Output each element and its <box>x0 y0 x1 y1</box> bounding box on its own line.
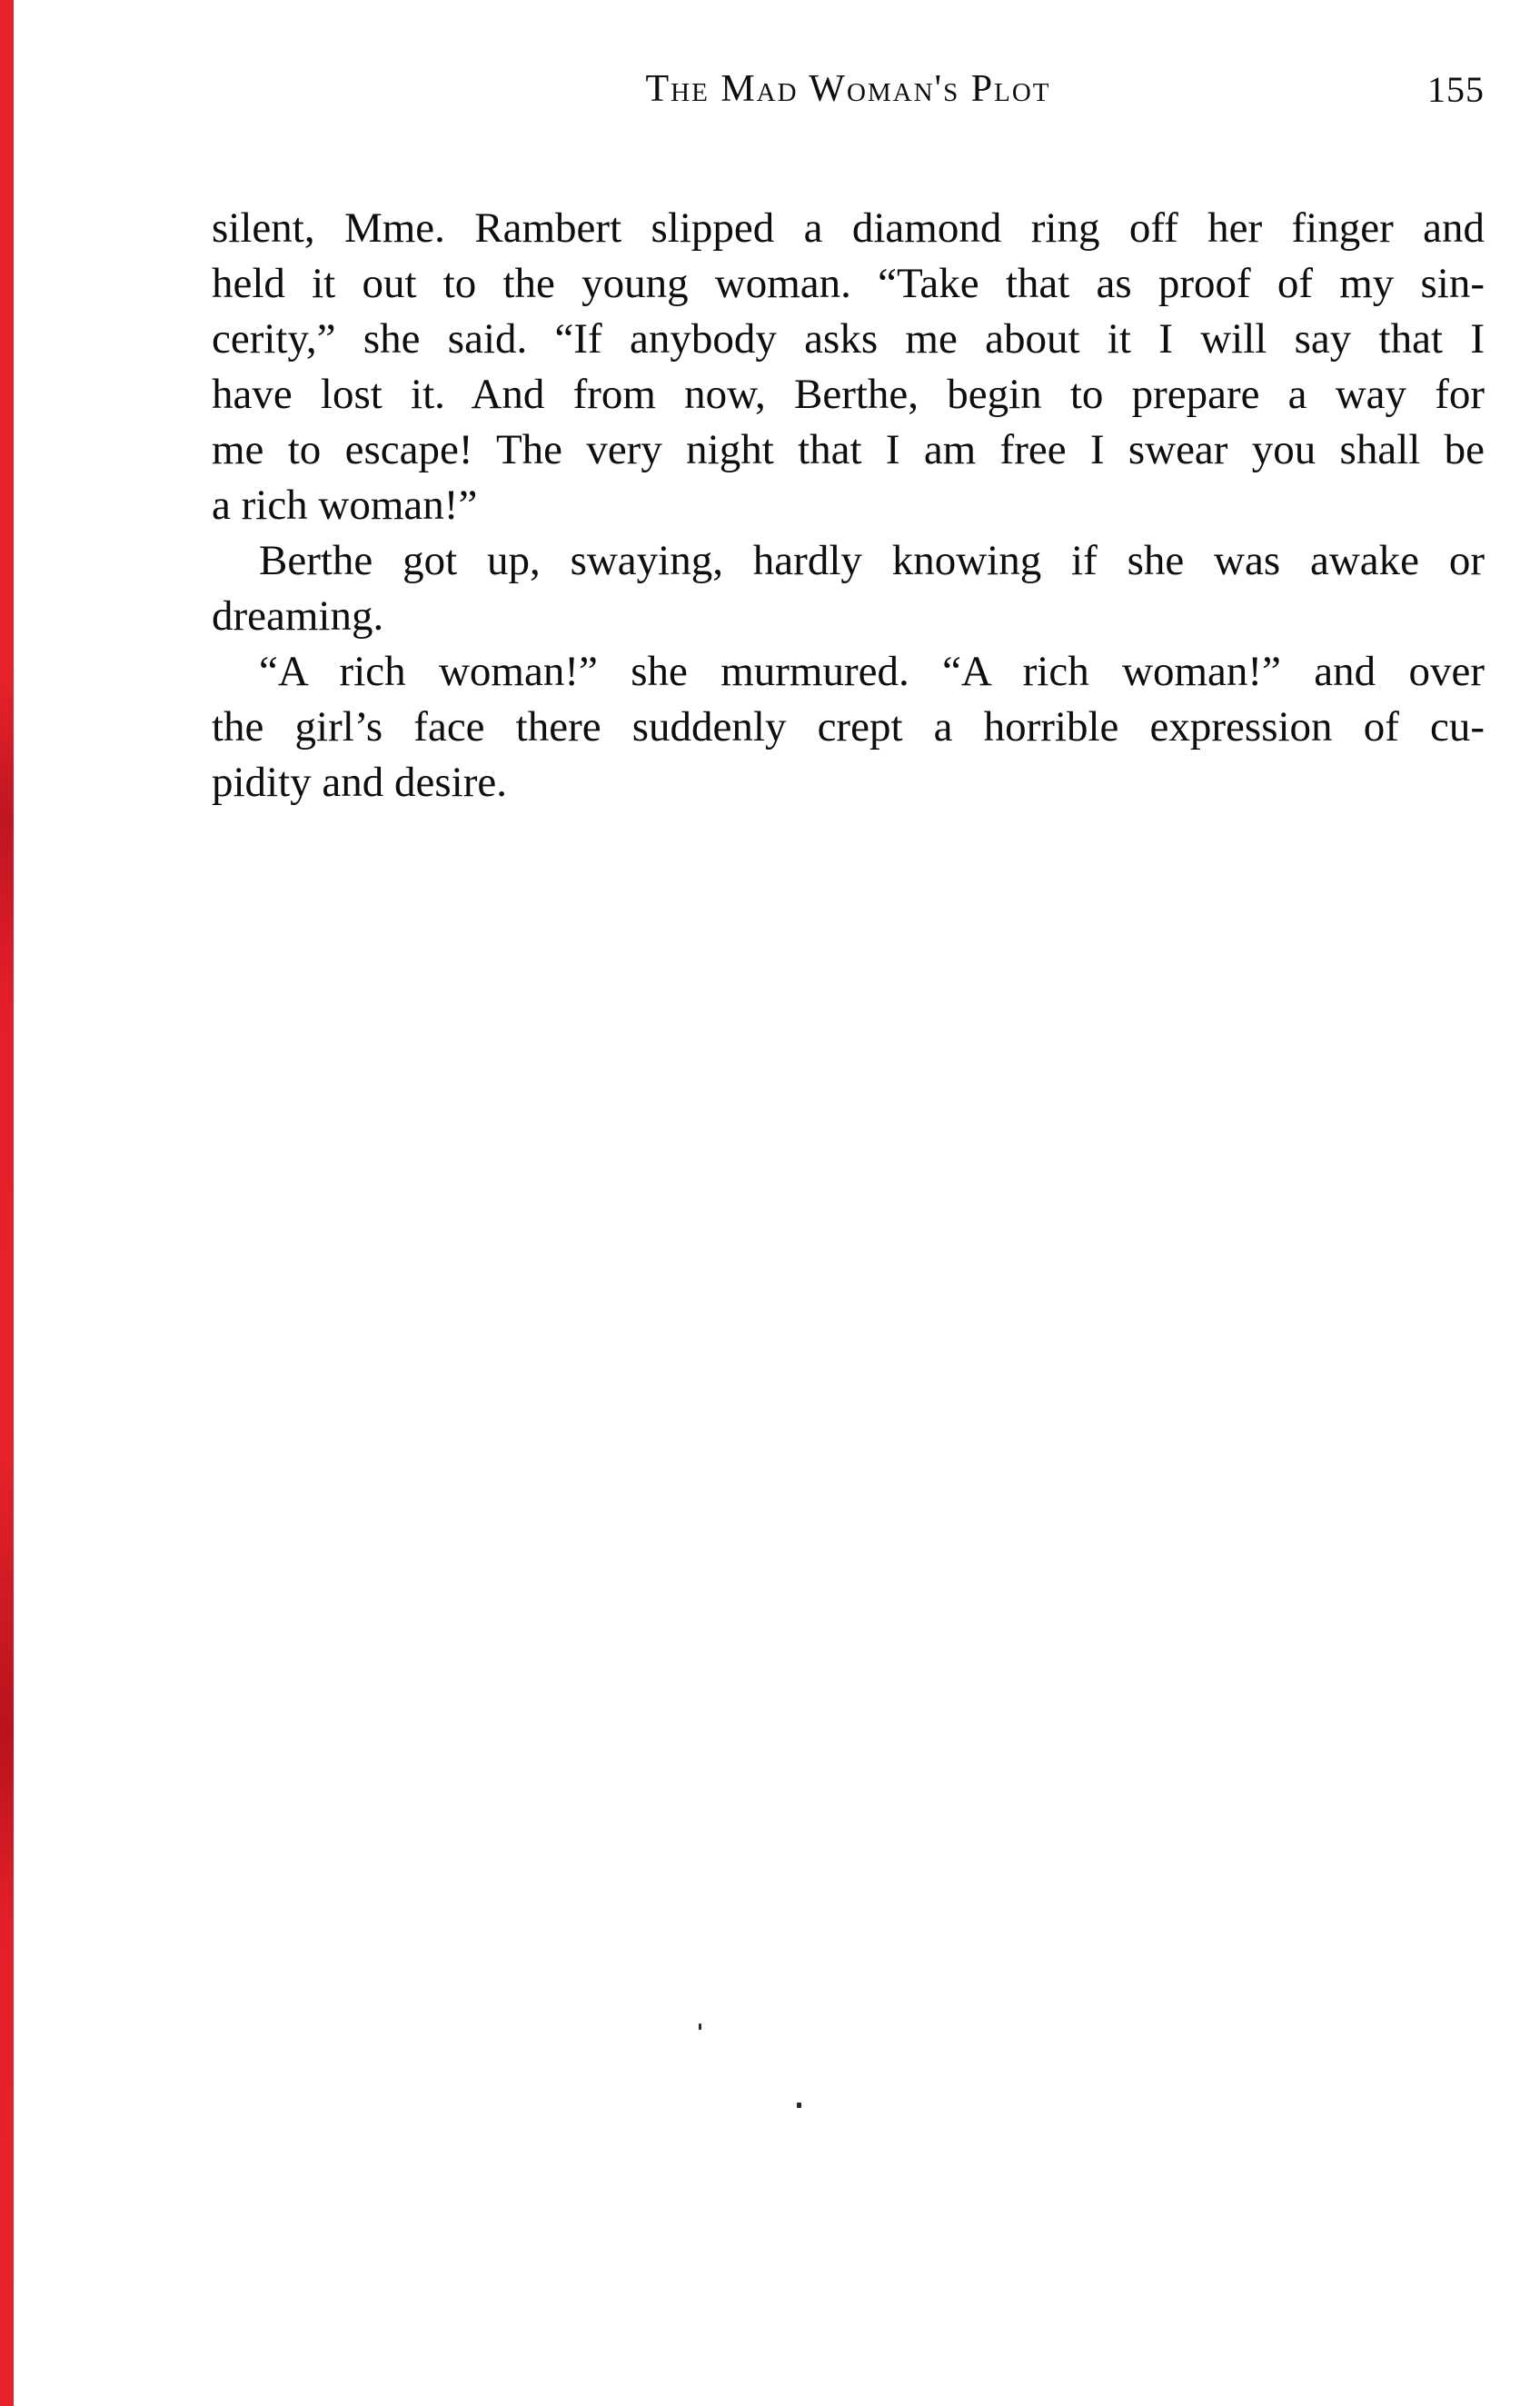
running-head <box>212 67 1485 113</box>
body-line: a rich woman!” <box>212 482 478 529</box>
body-line: silent, Mme. Rambert slipped a diamond ring off her finger and <box>212 204 1485 252</box>
red-scan-edge-stripe <box>0 0 14 2406</box>
scan-speck <box>797 2103 801 2108</box>
body-line: held it out to the young woman. “Take that as proof of my sin- <box>212 260 1485 307</box>
body-line: Berthe got up, swaying, hardly knowing if she was awake or <box>259 537 1485 584</box>
page-title: The Mad Woman's Plot <box>645 68 1051 110</box>
scan-speck <box>699 2023 701 2030</box>
page-number: 155 <box>1427 69 1485 110</box>
body-line: the girl’s face there suddenly crept a horrible expression of cu- <box>212 703 1485 751</box>
body-line: have lost it. And from now, Berthe, begin to prepare a way for <box>212 371 1485 418</box>
body-line: me to escape! The very night that I am free I swear you shall be <box>212 426 1485 473</box>
body-line: cerity,” she said. “If anybody asks me about it I will say that I <box>212 315 1485 363</box>
body-line: dreaming. <box>212 592 384 640</box>
body-text <box>212 201 1485 810</box>
body-line: pidity and desire. <box>212 759 508 806</box>
body-line: “A rich woman!” she murmured. “A rich woman!” and over <box>259 648 1485 695</box>
